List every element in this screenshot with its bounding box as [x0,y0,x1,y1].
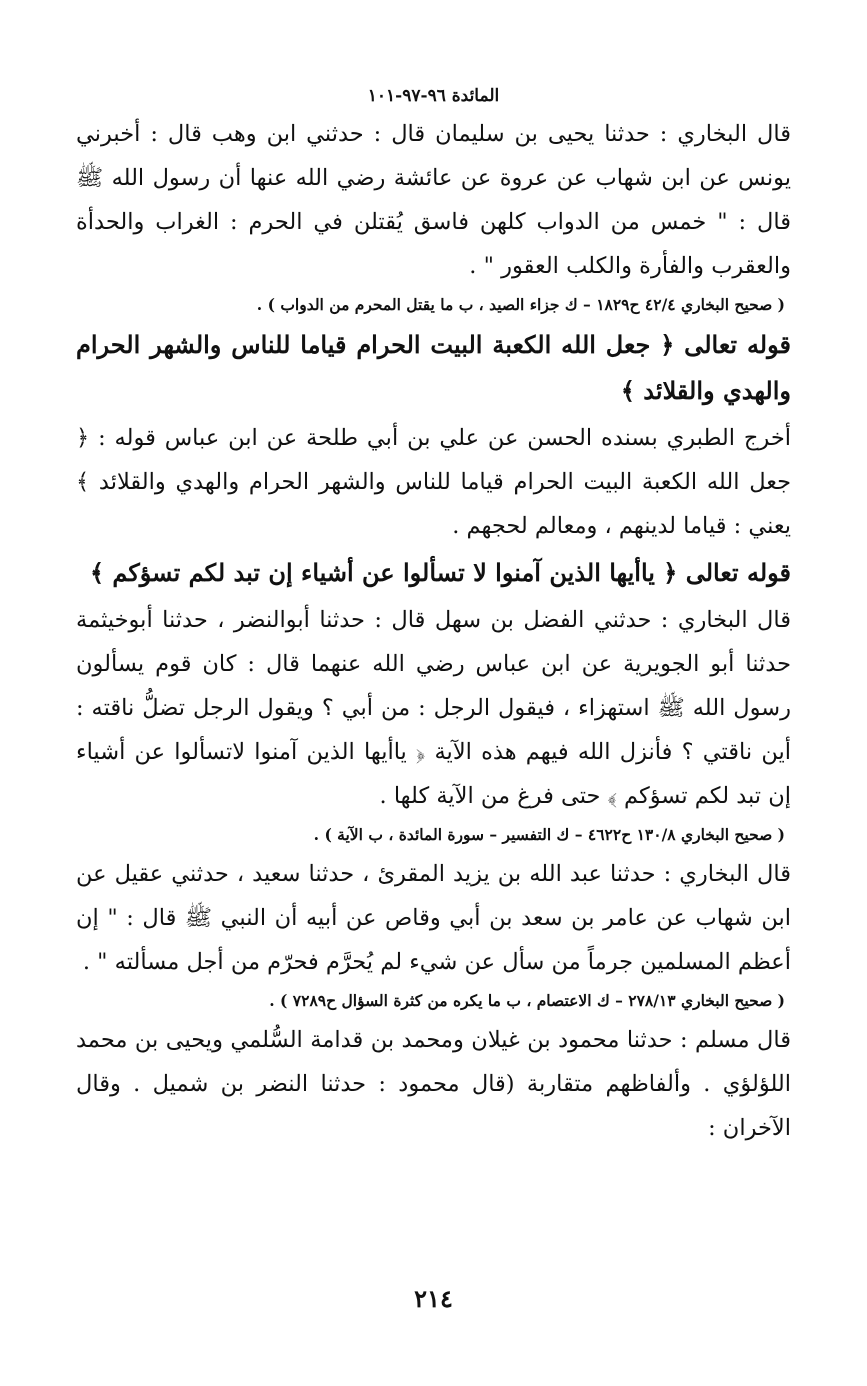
reference-citation: ( صحيح البخاري ١٣٠/٨ ح٤٦٢٢ – ك التفسير – سورة المائدة ، ب الآية ) . [313,825,785,844]
section-heading-do-not-ask: قوله تعالى ﴿ ياأيها الذين آمنوا لا تسألوا عن أشياء إن تبد لكم تسؤكم ﴾ [89,558,791,587]
page-number: ٢١٤ [414,1284,453,1313]
page-content [76,84,791,1150]
paragraph-muslim-chain: قال مسلم : حدثنا محمود بن غيلان ومحمد بن قدامة السُّلمي ويحيى بن محمد اللؤلؤي . وألفاظهم متقاربة (قال محمود : حدثنا النضر بن شميل . وقال الآخران : [76,1027,791,1141]
paragraph-bukhari-five-animals: قال البخاري : حدثنا يحيى بن سليمان قال : حدثني ابن وهب قال : أخبرني يونس عن ابن شهاب عن عروة عن عائشة رضي الله عنها أن رسول الله ﷺ قال : " خمس من الدواب كلهن فاسق يُقتلن في الحرم : الغراب والحدأة والعقرب والفأرة والكلب العقور " . [76,121,791,279]
paragraph-bukhari-greatest-crime: قال البخاري : حدثنا عبد الله بن يزيد المقرئ ، حدثنا سعيد ، حدثني عقيل عن ابن شهاب عن عامر بن سعد بن أبي وقاص عن أبيه أن النبي ﷺ قال : " إن أعظم المسلمين جرماً من سأل عن شيء لم يُحرَّم فحرّم من أجل مسألته " . [76,861,791,975]
reference-citation: ( صحيح البخاري ٢٧٨/١٣ – ك الاعتصام ، ب ما يكره من كثرة السؤال ح٧٢٨٩ ) . [269,991,785,1010]
running-header: المائدة ٩٦-٩٧-١٠١ [367,86,500,106]
reference-citation: ( صحيح البخاري ٤٢/٤ ح١٨٢٩ – ك جزاء الصيد ، ب ما يقتل المحرم من الدواب ) . [256,295,785,314]
paragraph-tabari-commentary: أخرج الطبري بسنده الحسن عن علي بن أبي طلحة عن ابن عباس قوله : ﴿ جعل الله الكعبة البيت الحرام قياما للناس والشهر الحرام والهدي والقلائد ﴾ يعني : قياما لدينهم ، ومعالم لحجهم . [76,425,791,539]
section-heading-kaaba: قوله تعالى ﴿ جعل الله الكعبة البيت الحرام قياما للناس والشهر الحرام والهدي والقلائد ﴾ [76,330,791,405]
paragraph-bukhari-mockery: قال البخاري : حدثني الفضل بن سهل قال : حدثنا أبوالنضر ، حدثنا أبوخيثمة حدثنا أبو الجويرية عن ابن عباس رضي الله عنهما قال : كان قوم يسألون رسول الله ﷺ استهزاء ، فيقول الرجل : من أبي ؟ ويقول الرجل تضلُّ ناقته : أين ناقتي ؟ فأنزل الله فيهم هذه الآية ﴿ ياأيها الذين آمنوا لاتسألوا عن أشياء إن تبد لكم تسؤكم ﴾ حتى فرغ من الآية كلها . [76,607,791,809]
